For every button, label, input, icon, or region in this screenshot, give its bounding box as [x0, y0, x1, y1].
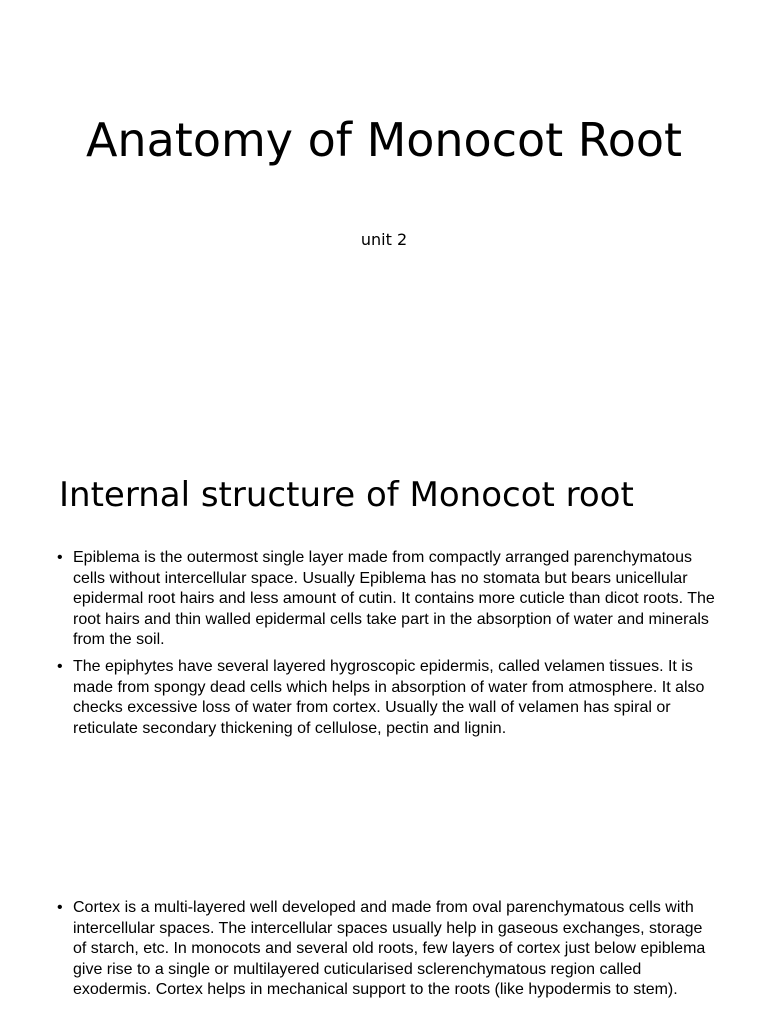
bullet-list [56, 898, 716, 1007]
bullet-item-velamen [56, 657, 716, 739]
bullet-text: The epiphytes have several layered hygroscopic epidermis, called velamen tissues. It is made from spongy dead cells which helps in absorption of water from atmosphere. It also checks excessive loss of water from cortex. Usually the wall of velamen has spiral or reticulate secondary thickening of cellulose, pectin and lignin. [73, 657, 705, 737]
slide-heading: Internal structure of Monocot root [59, 475, 634, 515]
bullet-item-cortex [56, 898, 716, 1001]
bullet-text: Epiblema is the outermost single layer made from compactly arranged parenchymatous cells without intercellular space. Usually Epiblema has no stomata but bears unicellular epidermal root hairs and less amount of cutin. It contains more cuticle than dicot roots. The root hairs and thin walled epidermal cells take part in the absorption of water and minerals from the soil. [73, 549, 715, 649]
bullet-icon: • [57, 549, 63, 566]
bullet-item-epiblema [56, 548, 716, 651]
bullet-icon: • [57, 899, 63, 916]
bullet-text: Cortex is a multi-layered well developed and made from oval parenchymatous cells with intercellular spaces. The intercellular spaces usually help in gaseous exchanges, storage of starch, etc. In monocots and several old roots, few layers of cortex just below epiblema give rise to a single or multilayered cuticularised sclerenchymatous region called exodermis. Cortex helps in mechanical support to the roots (like hypodermis to stem). [73, 899, 706, 999]
title-slide [0, 0, 768, 432]
slide-title: Anatomy of Monocot Root [85, 113, 683, 167]
bullet-icon: • [57, 657, 63, 675]
slide-subtitle: unit 2 [360, 230, 408, 249]
content-slide-internal-structure [0, 432, 768, 842]
content-slide-cortex [0, 842, 768, 1024]
bullet-list [56, 548, 716, 745]
